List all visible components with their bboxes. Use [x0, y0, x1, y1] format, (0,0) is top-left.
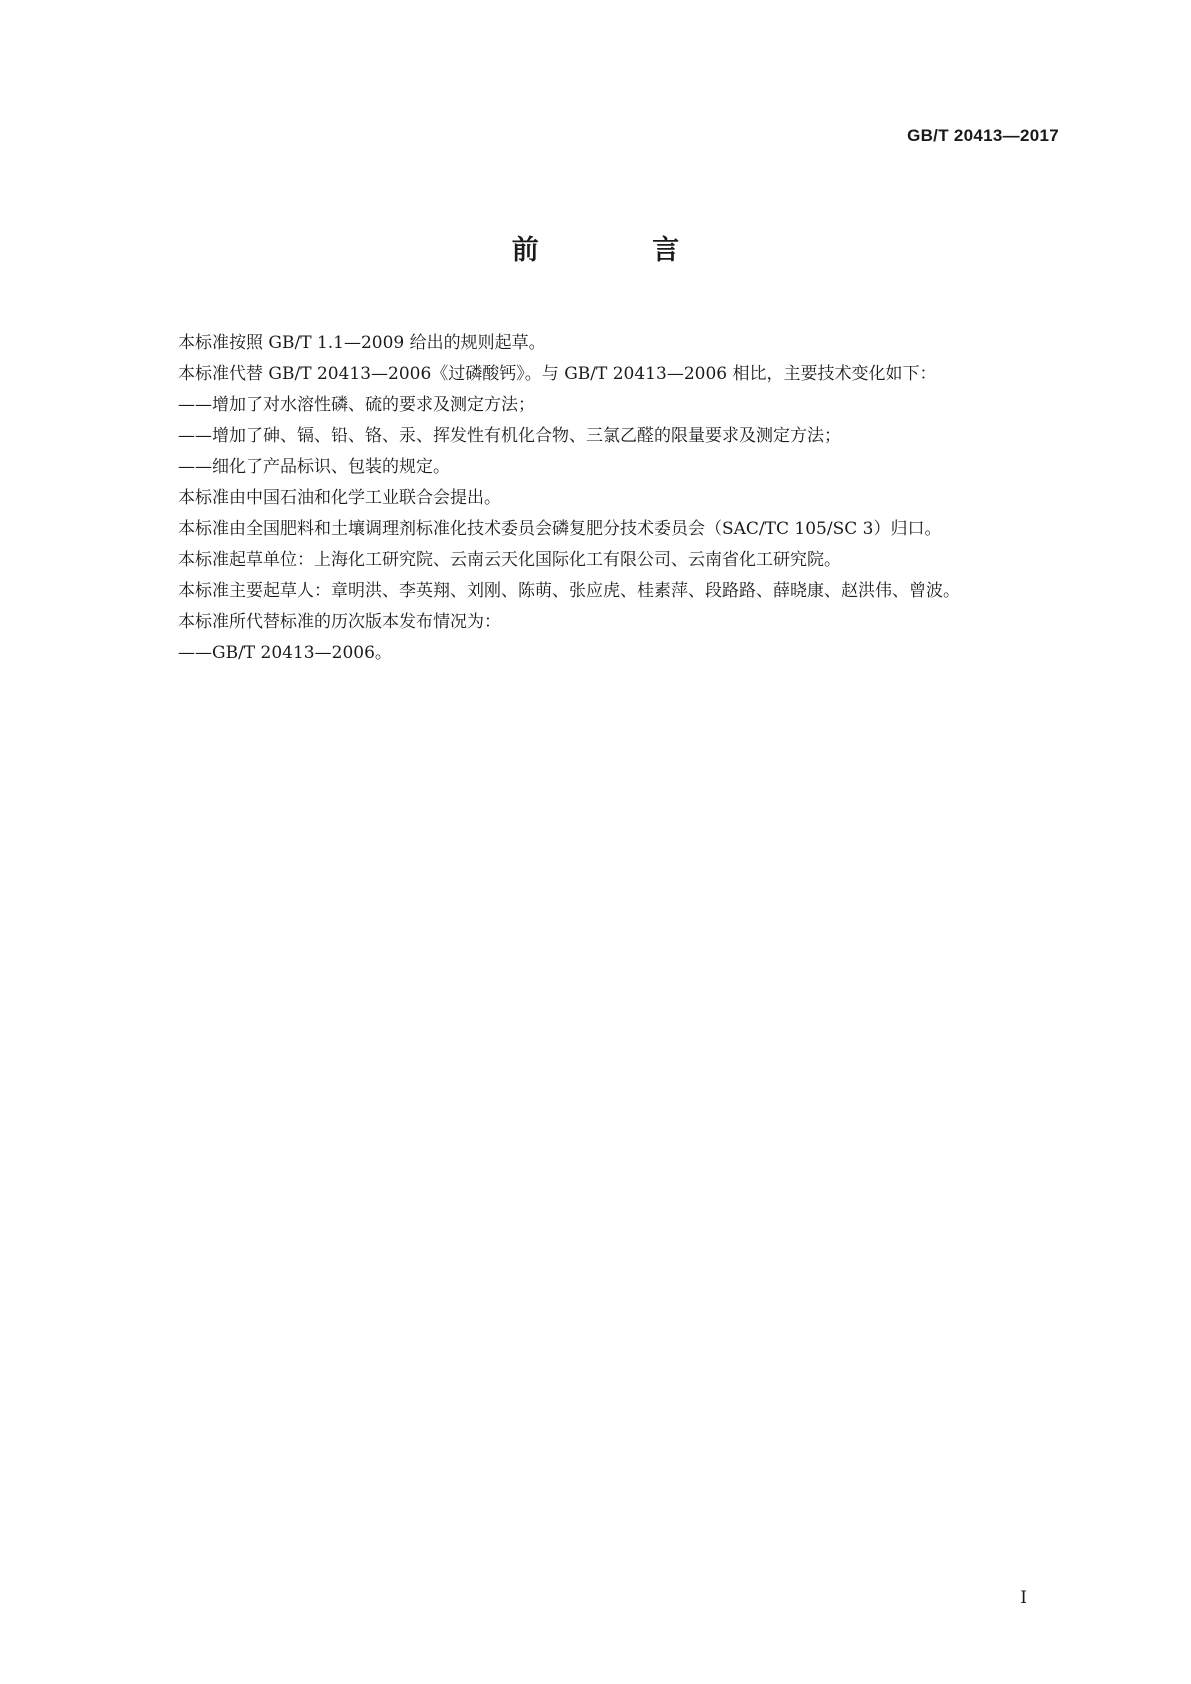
paragraph-drafting-units: 本标准起草单位：上海化工研究院、云南云天化国际化工有限公司、云南省化工研究院。 [178, 550, 841, 570]
change-item: ——增加了砷、镉、铅、铬、汞、挥发性有机化合物、三氯乙醛的限量要求及测定方法； [178, 426, 841, 446]
paragraph-drafters: 本标准主要起草人：章明洪、李英翔、刘刚、陈萌、张应虎、桂素萍、段路路、薛晓康、赵洪伟、曾波。 [178, 581, 960, 601]
paragraph-replaces: 本标准代替 GB/T 20413—2006《过磷酸钙》。与 GB/T 20413—2006 相比，主要技术变化如下： [178, 364, 937, 384]
paragraph-previous-editions: 本标准所代替标准的历次版本发布情况为： [178, 612, 501, 632]
paragraph-centralized-by: 本标准由全国肥料和土壤调理剂标准化技术委员会磷复肥分技术委员会（SAC/TC 105/SC 3）归口。 [178, 519, 942, 539]
previous-edition-item: ——GB/T 20413—2006。 [178, 643, 392, 663]
paragraph-proposed-by: 本标准由中国石油和化学工业联合会提出。 [178, 488, 501, 508]
foreword-body [130, 328, 1070, 669]
standard-number: GB/T 20413—2017 [907, 126, 1059, 145]
change-item: ——细化了产品标识、包装的规定。 [178, 457, 450, 477]
page-title: 前 言 [511, 235, 732, 266]
change-item: ——增加了对水溶性磷、硫的要求及测定方法； [178, 395, 535, 415]
paragraph-drafting-rules: 本标准按照 GB/T 1.1—2009 给出的规则起草。 [178, 333, 546, 353]
page-number: I [1020, 1588, 1027, 1608]
